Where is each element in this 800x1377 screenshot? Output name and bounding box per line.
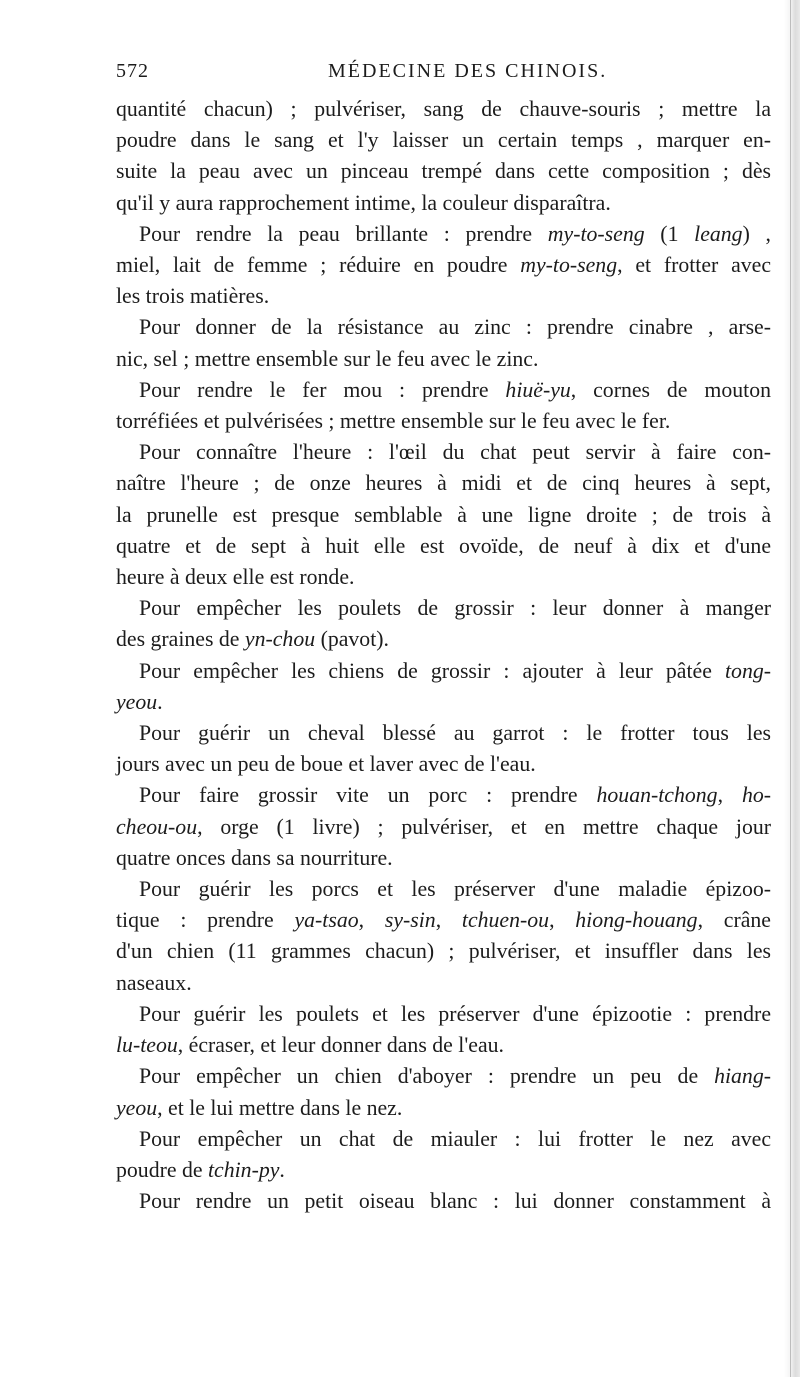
page-number: 572 xyxy=(116,60,149,82)
text-line: quantité chacun) ; pulvériser, sang de chauve-souris ; mettre la xyxy=(116,97,771,121)
text-line: suite la peau avec un pinceau trempé dans cette composition ; dès xyxy=(116,159,771,184)
text-line: Pour empêcher un chat de miauler : lui frotter le nez avec xyxy=(139,1126,771,1151)
text-line: nic, sel ; mettre ensemble sur le feu avec le zinc. xyxy=(116,346,539,371)
text-line: Pour faire grossir vite un porc : prendre houan-tchong, ho- xyxy=(139,783,771,808)
text-line: yeou. xyxy=(116,689,163,714)
text-line: Pour empêcher les chiens de grossir : ajouter à leur pâtée tong- xyxy=(139,658,771,683)
text-line: des graines de yn-chou (pavot). xyxy=(116,627,389,652)
text-line: lu-teou, écraser, et leur donner dans de l'eau. xyxy=(116,1033,504,1058)
text-line: poudre de tchin-py. xyxy=(116,1157,285,1182)
text-line: Pour empêcher un chien d'aboyer : prendre un peu de hiang- xyxy=(139,1064,771,1089)
text-line: heure à deux elle est ronde. xyxy=(116,565,355,590)
book-spine-shadow xyxy=(784,0,800,1377)
text-line: Pour rendre le fer mou : prendre hiuë-yu, cornes de mouton xyxy=(139,377,771,402)
text-line: Pour empêcher les poulets de grossir : leur donner à manger xyxy=(139,596,771,621)
text-line: tique : prendre ya-tsao, sy-sin, tchuen-ou, hiong-houang, crâne xyxy=(116,908,771,933)
text-line: Pour donner de la résistance au zinc : prendre cinabre , arse- xyxy=(139,315,771,340)
text-line: torréfiées et pulvérisées ; mettre ensemble sur le feu avec le fer. xyxy=(116,409,671,434)
text-line: les trois matières. xyxy=(116,284,270,309)
text-line: Pour rendre un petit oiseau blanc : lui donner constamment à xyxy=(139,1189,771,1214)
text-line: Pour rendre la peau brillante : prendre my-to-seng (1 leang) , xyxy=(139,221,771,246)
text-line: quatre et de sept à huit elle est ovoïde, de neuf à dix et d'une xyxy=(116,533,771,558)
text-line: yeou, et le lui mettre dans le nez. xyxy=(116,1095,403,1120)
text-line: d'un chien (11 grammes chacun) ; pulvériser, et insuffler dans les xyxy=(116,939,771,964)
text-line: Pour guérir les porcs et les préserver d'une maladie épizoo- xyxy=(139,877,771,902)
text-line: jours avec un peu de boue et laver avec de l'eau. xyxy=(116,752,536,777)
text-line: qu'il y aura rapprochement intime, la couleur disparaîtra. xyxy=(116,190,611,215)
text-line: quatre onces dans sa nourriture. xyxy=(116,845,393,870)
text-line: naître l'heure ; de onze heures à midi et de cinq heures à sept, xyxy=(116,471,771,496)
page-header xyxy=(116,58,771,94)
book-page xyxy=(116,58,771,1217)
text-line: naseaux. xyxy=(116,970,192,995)
text-line: Pour guérir un cheval blessé au garrot : le frotter tous les xyxy=(139,721,771,746)
text-line: Pour connaître l'heure : l'œil du chat peut servir à faire con- xyxy=(139,440,771,465)
body-text xyxy=(116,94,771,1217)
text-line: miel, lait de femme ; réduire en poudre my-to-seng, et frotter avec xyxy=(116,253,771,278)
book-spine-edge xyxy=(790,0,791,1377)
running-title: MÉDECINE DES CHINOIS. xyxy=(328,60,608,82)
text-line: cheou-ou, orge (1 livre) ; pulvériser, et en mettre chaque jour xyxy=(116,814,771,839)
text-line: Pour guérir les poulets et les préserver d'une épizootie : prendre xyxy=(139,1001,771,1026)
text-line: poudre dans le sang et l'y laisser un certain temps , marquer en- xyxy=(116,128,771,153)
text-line: la prunelle est presque semblable à une ligne droite ; de trois à xyxy=(116,502,771,527)
